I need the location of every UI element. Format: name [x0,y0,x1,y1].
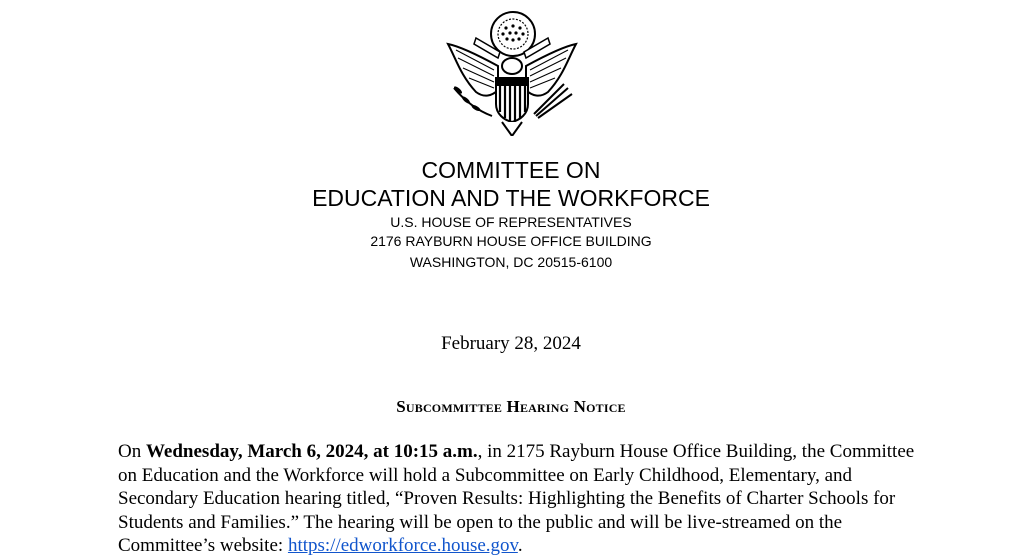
great-seal-icon [436,4,586,136]
hearing-datetime: Wednesday, March 6, 2024, at 10:15 a.m. [145,441,478,462]
committee-title-line2: EDUCATION AND THE WORKFORCE [312,185,710,211]
committee-website-link[interactable]: https://edworkforce.house.gov [287,535,518,556]
notice-paragraph [118,440,918,558]
intro-text: On [118,441,146,462]
city-address: WASHINGTON, DC 20515-6100 [409,254,613,270]
end-punctuation: . [517,535,523,556]
notice-date: February 28, 2024 [441,333,581,354]
notice-body [118,440,918,558]
building-address: 2176 RAYBURN HOUSE OFFICE BUILDING [370,233,652,249]
committee-title-line1: COMMITTEE ON [421,157,601,183]
chamber-name: U.S. HOUSE OF REPRESENTATIVES [390,214,632,230]
body-text: , in 2175 Rayburn House Office Building, the Committee on Education and the Workforce will hold a Subcommittee on Early Childhood, Elementary, and Secondary Education hearing titled, “Proven Results: Highlighting the Benefits of Charter Schools for Students and Families.” The hearing will be open to the public and will be live-streamed on the Committee’s website: [118,441,915,556]
notice-heading: Subcommittee Hearing Notice [396,397,626,416]
